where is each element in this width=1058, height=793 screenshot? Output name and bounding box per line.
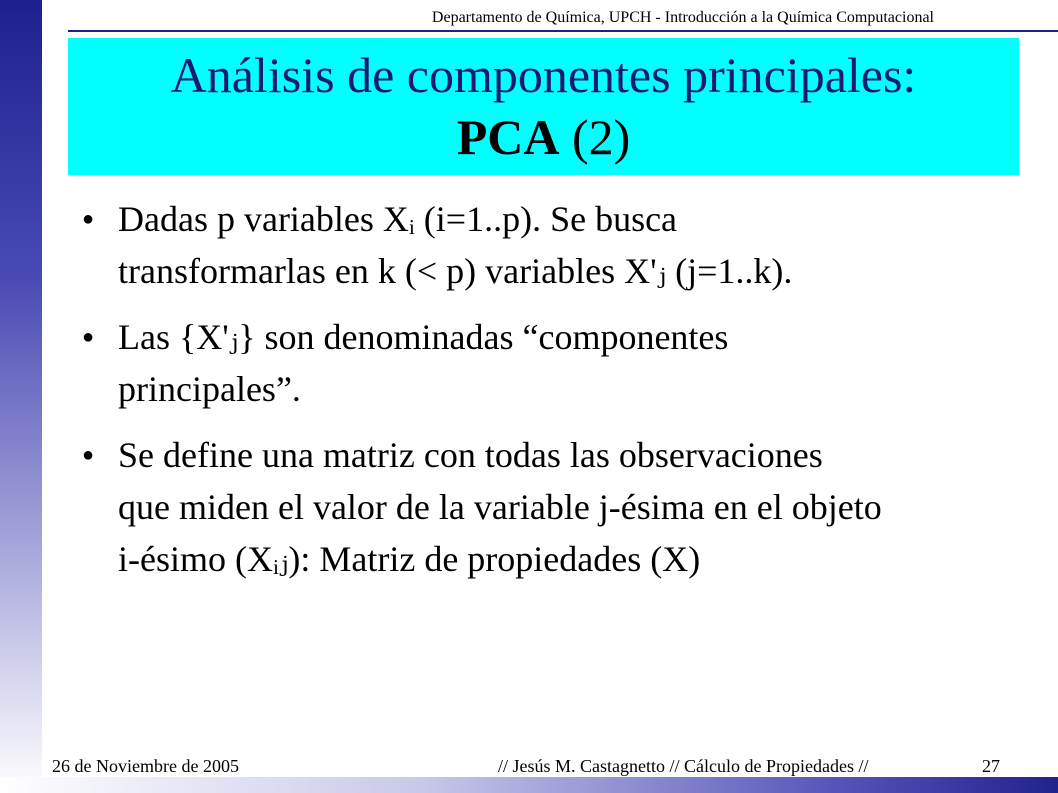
left-gradient-bar — [0, 0, 42, 793]
bullet-icon: ● — [82, 208, 95, 230]
footer-date: 26 de Noviembre de 2005 — [52, 756, 239, 776]
title-line-1: Análisis de componentes principales: — [170, 47, 917, 103]
bullet-item-2 — [82, 311, 1032, 415]
page-number: 27 — [982, 756, 1000, 776]
bullet-text: Las {X'ⱼ} son denominadas “componentes principales”. — [118, 317, 729, 409]
bullet-list — [82, 193, 1032, 585]
title-acronym: PCA — [456, 109, 560, 165]
bullet-text: Se define una matriz con todas las observaciones que miden el valor de la variable j-ésima en el objeto i-ésimo (Xᵢⱼ): Matriz de propiedades (X) — [118, 435, 882, 579]
footer-author: // Jesús M. Castagnetto // Cálculo de Propiedades // — [498, 756, 869, 776]
title-number: (2) — [559, 109, 631, 165]
title-line-2 — [68, 105, 1019, 169]
bullet-item-1 — [82, 193, 1032, 297]
bullet-item-3 — [82, 429, 1032, 585]
bullet-icon: ● — [82, 326, 95, 348]
bullet-icon: ● — [82, 444, 95, 466]
title-box — [68, 38, 1019, 175]
header-rule — [68, 30, 1058, 32]
bottom-gradient-bar — [0, 777, 1058, 793]
header-text: Departamento de Química, UPCH - Introducción a la Química Computacional — [431, 9, 934, 26]
bullet-text: Dadas p variables Xᵢ (i=1..p). Se busca transformarlas en k (< p) variables X'ⱼ (j=1..k). — [118, 199, 793, 291]
